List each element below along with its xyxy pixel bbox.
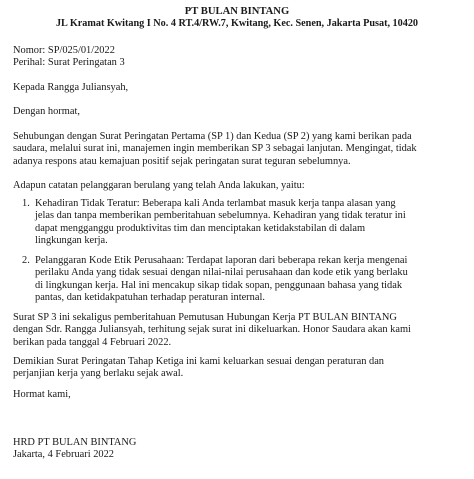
signature-department: HRD PT BULAN BINTANG [13,437,137,448]
letter-meta [13,45,463,70]
list-line: jelas dan tanpa memberikan pemberitahuan sebelumnya. Kehadiran yang tidak teratur ini [35,210,406,222]
paragraph-line: Surat SP 3 ini sekaligus pemberitahuan Pemutusan Hubungan Kerja PT BULAN BINTANG [13,312,397,323]
signature-block [13,437,463,462]
violations-intro: Adapun catatan pelanggaran berulang yang telah Anda lakukan, yaitu: [13,180,305,191]
list-number: 2. [22,255,30,266]
list-line: di lingkungan kerja. Hal ini mencakup sikap tidak sopan, penggunaan bahasa yang tidak [35,279,403,291]
list-line: Kehadiran Tidak Teratur: Beberapa kali Anda terlambat masuk kerja tanpa alasan yang [35,198,396,209]
company-name: PT BULAN BINTANG [184,6,290,17]
list-line: dapat mengganggu produktivitas tim dan menciptakan ketidakstabilan di dalam [35,222,366,234]
paragraph-line: berikan pada tanggal 4 Februari 2022. [13,336,172,348]
list-line: lingkungan kerja. [35,235,108,247]
paragraph-line: adanya respons atau kemajuan positif sejak peringatan surat teguran sebelumnya. [13,155,351,167]
list-number: 1. [22,198,30,209]
list-line: perilaku Anda yang tidak sesuai dengan nilai-nilai perusahaan dan kode etik yang berlaku [35,267,408,279]
signature-place-date: Jakarta, 4 Februari 2022 [13,449,114,461]
recipient-line: Kepada Rangga Juliansyah, [13,82,129,93]
greeting-line: Dengan hormat, [13,106,80,117]
paragraph-termination [13,312,463,349]
company-address: JL Kramat Kwitang I No. 4 RT.4/RW.7, Kwitang, Kec. Senen, Jakarta Pusat, 10420 [55,18,419,29]
list-line: pantas, dan ketidakpatuhan terhadap peraturan internal. [35,292,265,304]
letter-subject: Perihal: Surat Peringatan 3 [13,57,125,69]
letter-number: Nomor: SP/025/01/2022 [13,45,115,56]
paragraph-line: dengan Sdr. Rangga Juliansyah, terhitung sejak surat ini dikeluarkan. Honor Saudara akan kami [13,324,411,336]
list-item-text [35,255,455,305]
closing-salutation: Hormat kami, [13,389,71,400]
paragraph-line: perjanjian kerja yang berlaku sejak awal. [13,368,184,380]
paragraph-opening [13,131,463,168]
paragraph-line: saudara, melalui surat ini, manajemen ingin memberikan SP 3 sebagai lanjutan. Mengingat, tidak [13,143,417,155]
paragraph-closing [13,356,463,381]
paragraph-line: Sehubungan dengan Surat Peringatan Pertama (SP 1) dan Kedua (SP 2) yang kami berikan pada [13,131,412,142]
paragraph-line: Demikian Surat Peringatan Tahap Ketiga ini kami keluarkan sesuai dengan peraturan dan [13,356,384,367]
list-line: Pelanggaran Kode Etik Perusahaan: Terdapat laporan dari beberapa rekan kerja mengenai [35,255,408,266]
list-item-text [35,198,455,248]
